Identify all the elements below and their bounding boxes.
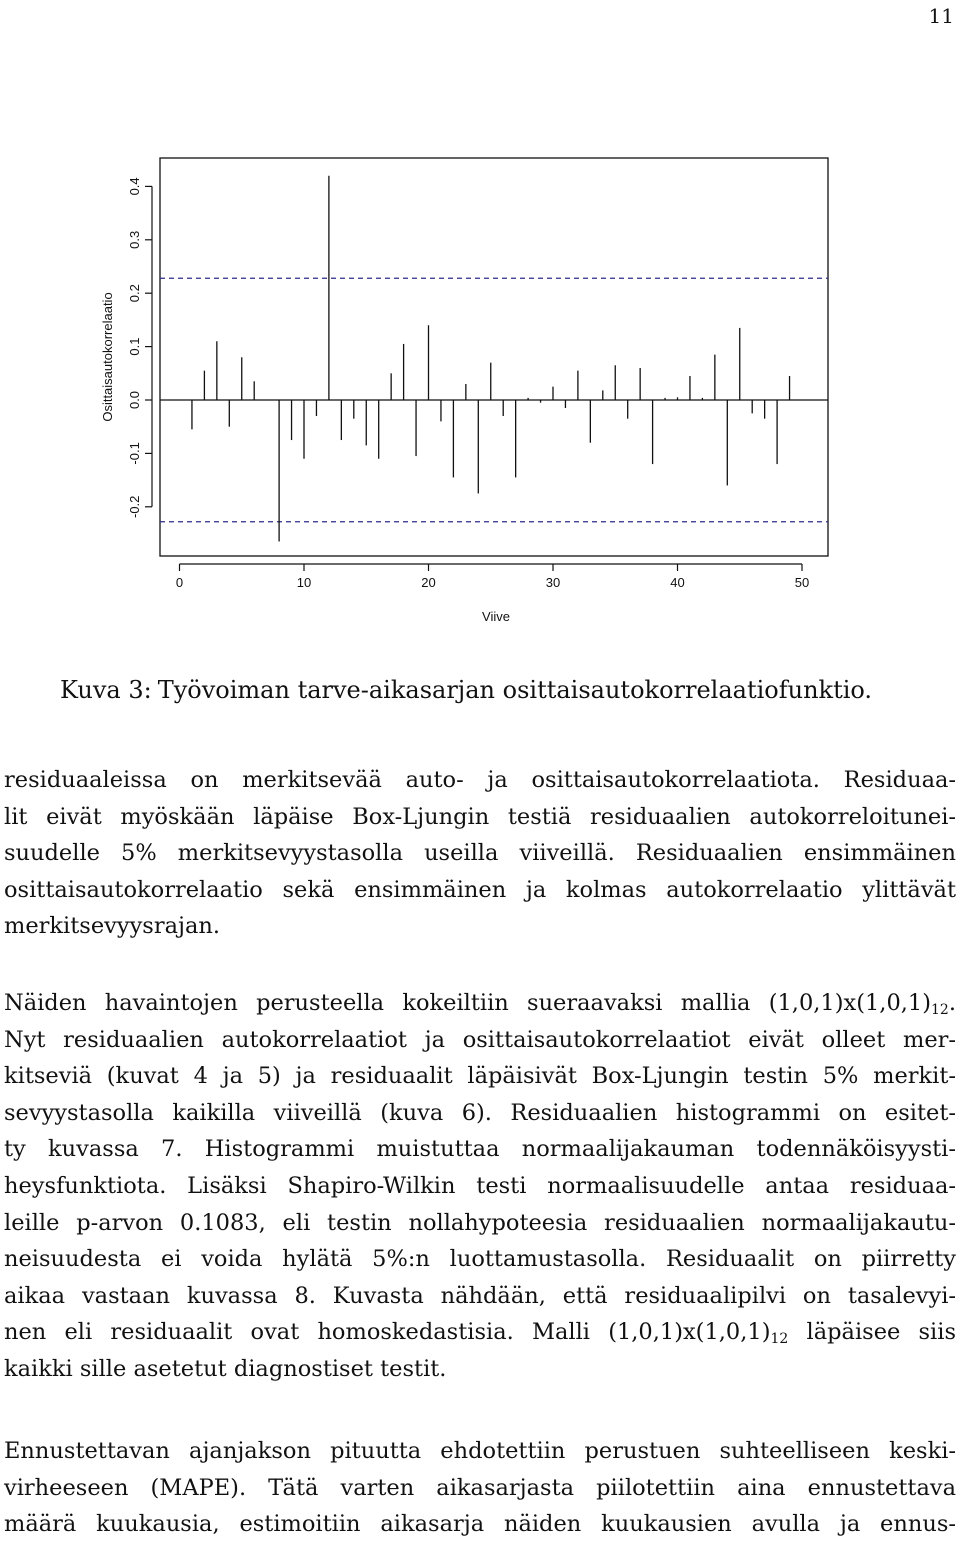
text-line: kitseviä (kuvat 4 ja 5) ja residuaalit läpäisivät Box-Ljungin testin 5% merkit- bbox=[4, 1063, 956, 1090]
y-tick-label: -0.1 bbox=[127, 442, 142, 465]
text-line bbox=[4, 985, 956, 1022]
y-tick-label: 0.2 bbox=[127, 284, 142, 303]
x-tick-label: 30 bbox=[545, 575, 561, 590]
paragraph-1 bbox=[4, 762, 956, 945]
y-tick-label: 0.1 bbox=[127, 337, 142, 356]
y-tick-label: 0.0 bbox=[127, 390, 142, 410]
caption-text: Työvoiman tarve-aikasarjan osittaisautokorrelaatiofunktio. bbox=[157, 676, 873, 704]
text-line: ty kuvassa 7. Histogrammi muistuttaa normaalijakauman todennäköisyysti- bbox=[4, 1136, 956, 1163]
model-subscript: 12 bbox=[931, 1002, 949, 1018]
text-line: aikaa vastaan kuvassa 8. Kuvasta nähdään, että residuaalipilvi on tasalevyi- bbox=[4, 1282, 956, 1309]
x-axis-label: Viive bbox=[482, 609, 510, 624]
x-tick-label: 10 bbox=[296, 575, 312, 590]
y-tick-label: 0.4 bbox=[127, 177, 142, 196]
text-line: määrä kuukausia, estimoitiin aikasarja näiden kuukausien avulla ja ennus- bbox=[4, 1511, 956, 1538]
x-tick-label: 40 bbox=[670, 575, 685, 590]
text-line: residuaaleissa on merkitsevää auto- ja osittaisautokorrelaatiota. Residuaa- bbox=[4, 767, 956, 793]
x-tick-label: 0 bbox=[175, 575, 184, 590]
page-number: 11 bbox=[928, 4, 954, 28]
text-line: virheeseen (MAPE). Tätä varten aikasarjasta piilotettiin aina ennustettava bbox=[4, 1474, 956, 1501]
text-line: Ennustettavan ajanjakson pituutta ehdotettiin perustuen suhteelliseen keski- bbox=[4, 1438, 956, 1464]
x-tick-label: 50 bbox=[794, 575, 810, 590]
paragraph-3 bbox=[4, 1433, 956, 1543]
text-line: lit eivät myöskään läpäise Box-Ljungin testiä residuaalien autokorreloitunei- bbox=[4, 803, 956, 830]
y-axis-label: Osittaisautokorrelaatio bbox=[100, 292, 115, 422]
text-line: leille p-arvon 0.1083, eli testin nollahypoteesia residuaalien normaalijakautu- bbox=[4, 1209, 956, 1236]
text-line bbox=[4, 1314, 956, 1351]
pacf-chart bbox=[90, 150, 850, 640]
y-tick-label: -0.2 bbox=[127, 495, 142, 519]
model-text: nen eli residuaalit ovat homoskedastisia. Malli (1,0,1)x(1,0,1) bbox=[4, 1319, 771, 1346]
text-line: kaikki sille asetetut diagnostiset testit. bbox=[4, 1355, 447, 1382]
text-line: merkitsevyysrajan. bbox=[4, 913, 221, 940]
text-line: neisuudesta ei voida hylätä 5%:n luottamustasolla. Residuaalit on piirretty bbox=[4, 1246, 956, 1273]
paragraph-2 bbox=[4, 985, 956, 1388]
text-line: suudelle 5% merkitsevyystasolla useilla viiveillä. Residuaalien ensimmäinen bbox=[4, 840, 956, 867]
figure-caption bbox=[60, 672, 930, 708]
caption-label: Kuva 3: bbox=[60, 676, 152, 704]
text-line: osittaisautokorrelaatio sekä ensimmäinen ja kolmas autokorrelaatio ylittävät bbox=[4, 876, 956, 903]
text-line: sevyystasolla kaikilla viiveillä (kuva 6). Residuaalien histogrammi on esitet- bbox=[4, 1099, 956, 1126]
model-subscript: 12 bbox=[770, 1331, 789, 1348]
model-text: Näiden havaintojen perusteella kokeiltiin sueraavaksi mallia (1,0,1)x(1,0,1) bbox=[4, 990, 932, 1016]
x-tick-label: 20 bbox=[421, 575, 436, 590]
plot-frame bbox=[160, 158, 828, 556]
text-fragment: . bbox=[948, 990, 956, 1016]
text-line: heysfunktiota. Lisäksi Shapiro-Wilkin testi normaalisuudelle antaa residuaa- bbox=[4, 1172, 956, 1199]
text-fragment: läpäisee siis bbox=[788, 1319, 956, 1346]
text-line: Nyt residuaalien autokorrelaatiot ja osittaisautokorrelaatiot eivät olleet mer- bbox=[4, 1026, 956, 1053]
y-tick-label: 0.3 bbox=[127, 230, 142, 249]
